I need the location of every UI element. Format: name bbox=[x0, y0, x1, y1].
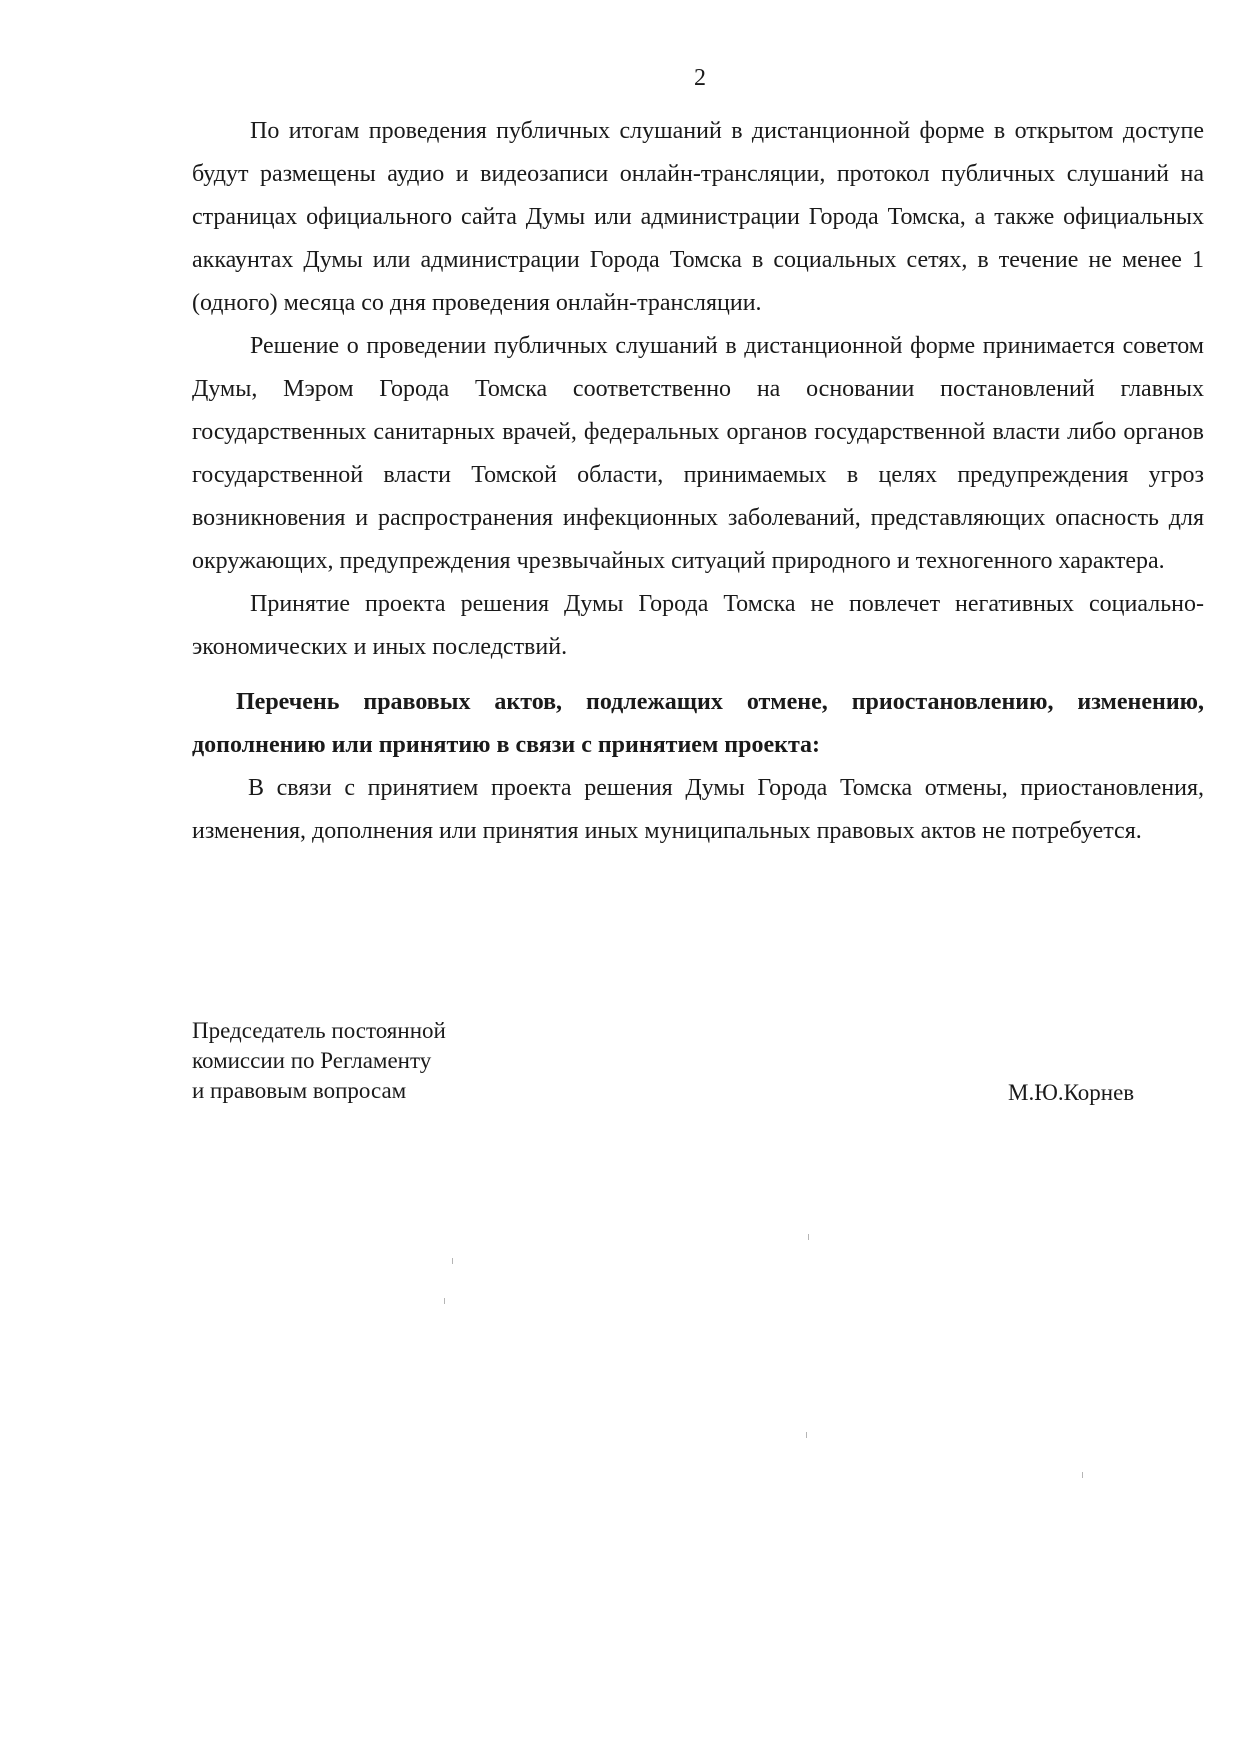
section-heading-legal-acts: Перечень правовых актов, подлежащих отмене, приостановлению, изменению, дополнению или принятию в связи с принятием проекта: bbox=[192, 689, 1204, 758]
document-body bbox=[192, 110, 1204, 853]
paragraph-legal-acts: В связи с принятием проекта решения Думы Города Томска отмены, приостановления, изменения, дополнения или принятия иных муниципальных правовых актов не потребуется. bbox=[192, 775, 1204, 844]
scan-artifact bbox=[806, 1432, 807, 1438]
scan-artifact bbox=[444, 1298, 445, 1304]
scan-artifact bbox=[808, 1234, 809, 1240]
signature-block bbox=[192, 1016, 446, 1106]
signatory-title-line: и правовым вопросам bbox=[192, 1078, 407, 1103]
signatory-title-line: комиссии по Регламенту bbox=[192, 1048, 432, 1073]
page-number: 2 bbox=[694, 65, 706, 91]
paragraph-decision-basis: Решение о проведении публичных слушаний в дистанционной форме принимается советом Думы, Мэром Города Томска соответственно на основании постановлений главных государственных санитарных врачей, федеральных органов государственной власти либо органов государственной власти Томской области, принимаемых в целях предупреждения угроз возникновения и распространения инфекционных заболеваний, представляющих опасность для окружающих, предупреждения чрезвычайных ситуаций природного и техногенного характера. bbox=[192, 333, 1204, 574]
scan-artifact bbox=[1082, 1472, 1083, 1478]
signatory-name: М.Ю.Корнев bbox=[1008, 1080, 1135, 1105]
scan-artifact bbox=[452, 1258, 453, 1264]
paragraph-consequences: Принятие проекта решения Думы Города Томска не повлечет негативных социально-экономических и иных последствий. bbox=[192, 591, 1204, 660]
paragraph-broadcast-records: По итогам проведения публичных слушаний в дистанционной форме в открытом доступе будут размещены аудио и видеозаписи онлайн-трансляции, протокол публичных слушаний на страницах официального сайта Думы или администрации Города Томска, а также официальных аккаунтах Думы или администрации Города Томска в социальных сетях, в течение не менее 1 (одного) месяца со дня проведения онлайн-трансляции. bbox=[192, 118, 1204, 316]
signatory-title-line: Председатель постоянной bbox=[192, 1018, 446, 1043]
